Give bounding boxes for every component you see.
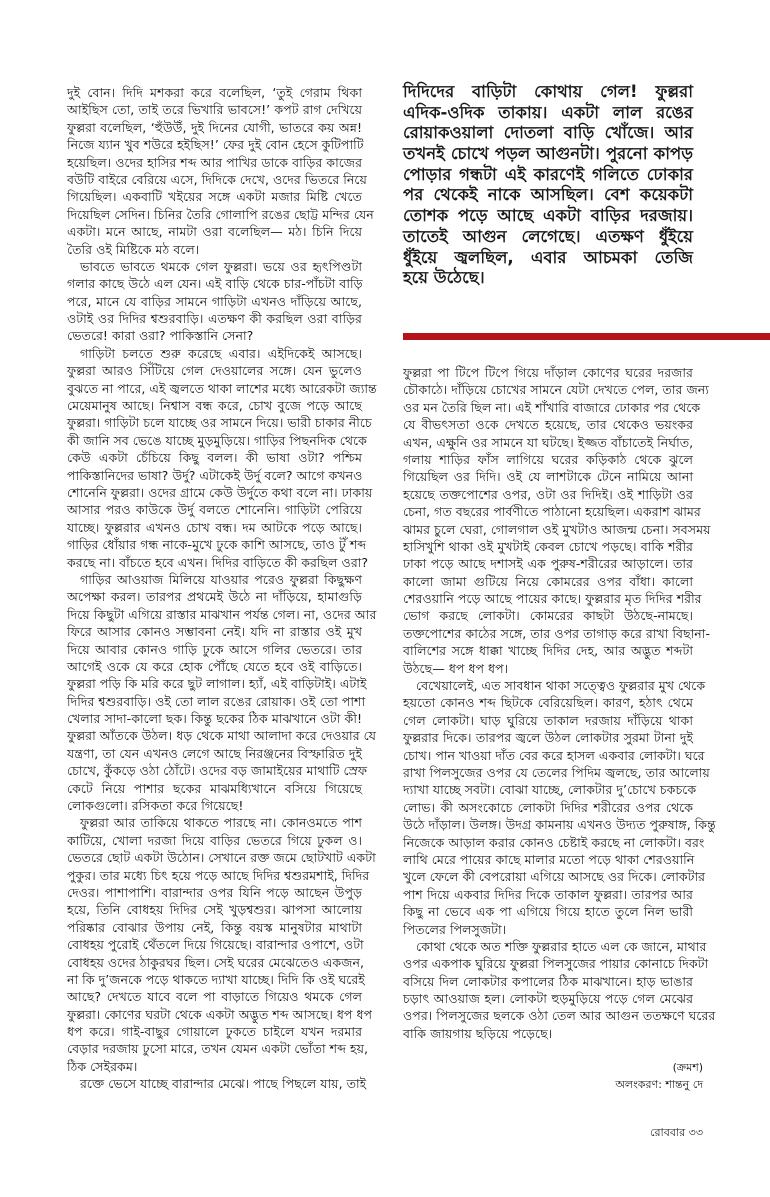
text-line: আগেই ওকে যে করে হোক পৌঁছে যেতে হবে ওই বাড়িতে। (67, 658, 362, 674)
text-line: পিতলের পিলসুজটা। (403, 921, 507, 937)
text-line: দিয়ে কিছুটা এগিয়ে রাস্তার মাঝখান পর্যন্ত গেল। না, ওদের আর (67, 606, 377, 622)
continued-marker: (ক্রমশ) (672, 1061, 703, 1074)
text-line: নিজে য্যান খুব শউরে হইছিস!’ ফের দুই বোন হেসে কুটিপাটি (67, 137, 364, 153)
text-line: আইছিস তো, তাই তরে ভিখারি ভাবসে!’ কপট রাগ দেখিয়ে (67, 102, 362, 118)
page-number: রোববার ৩৩ (650, 1126, 703, 1139)
text-line: রাখা পিলসুজের ওপর যে তেলের পিদিম জ্বলছে, তার আলোয় (403, 764, 710, 780)
text-line: বোধহয় পুরোই থেঁতলে দিয়ে গিয়েছে। বারান্দার ওপাশে, ওটা (67, 937, 364, 953)
text-line: গিয়েছিল ওর দিদি। ওই যে লাশটাকে টেনে নামিয়ে আনা (403, 469, 693, 485)
text-line: কোথা থেকে অত শক্তি ফুল্লরার হাতে এল কে জানে, মাথার (416, 938, 707, 954)
text-line: না কি দু’জনকে পড়ে থাকতে দ্যাখা যাচ্ছে। দিদি কি ওই ঘরেই (67, 971, 365, 987)
pull-quote (403, 82, 693, 289)
pull-quote-line: রোয়াকওয়ালা দোতলা বাড়ি খোঁজে। আর (403, 123, 693, 143)
pull-quote-line: তোশক পড়ে আছে একটা বাড়ির দরজায়। (403, 206, 693, 226)
text-line: পুকুর। তার মধ্যে চিৎ হয়ে পড়ে আছে দিদির শ্বশুরমশাই, দিদির (67, 867, 370, 883)
text-line: ভোগ করছে লোকটা। কোমরের কাছটা উঠছে-নামছে। (403, 608, 693, 624)
text-line: গলার কাছে উঠে এল যেন। এই বাড়ি থেকে চার-পাঁচটা বাড়ি (67, 276, 363, 292)
pull-quote-line: পর থেকেই নাকে আসছিল। বেশ কয়েকটা (403, 185, 693, 205)
paragraph (67, 814, 376, 1075)
text-line: ফুল্লরা পা টিপে টিপে গিয়ে দাঁড়াল কোণের ঘরের দরজার (403, 365, 693, 380)
text-line: পাকিস্তানিদের ভাষা? উর্দু? এটাকেই উর্দু বলে? আগে কখনও (67, 467, 363, 483)
text-line: যাচ্ছে। ফুল্লরার এখনও চোখ বন্ধ। দম আটকে পড়ে আছে। (67, 519, 362, 535)
paragraph (403, 364, 711, 677)
text-line: গেল লোকটা। ঘাড় ঘুরিয়ে তাকাল দরজায় দাঁড়িয়ে থাকা (403, 712, 693, 728)
text-line: যে বীভৎসতা ওকে দেখতে হয়েছে, তার থেকেও ভয়ংকর (403, 417, 693, 433)
text-line: ফুল্লরা আরও সিঁটিয়ে গেল দেওয়ালের সঙ্গে। যেন ভুলেও (67, 363, 362, 379)
paragraph (67, 1075, 367, 1092)
text-line: যন্ত্রণা, তা যেন এখনও লেগে আছে নিরঞ্জনের বিস্ফারিত দুই (67, 745, 362, 761)
text-line: ফুল্লরা পড়ি কি মরি করে ছুট লাগাল। হ্যাঁ, এই বাড়িটাই। এটাই (67, 676, 367, 692)
paragraph (403, 938, 716, 1042)
text-line: চোখে, কুঁকড়ে ওঠা ঠোঁটে। ওদের বড় জামাইয়ের মাথাটি স্রেফ (67, 763, 368, 779)
text-line: নিজেকে আড়াল করার কোনও চেষ্টাই করছে না লোকটা। বরং (403, 834, 705, 850)
text-line: গিয়েছিল। একবাটি খইয়ের সঙ্গে একটা মজার মিষ্টি খেতে (67, 189, 362, 205)
text-line: চৌকাঠে। দাঁড়িয়ে চোখের সামনে যেটা দেখতে পেল, তার জন্য (403, 382, 709, 398)
text-line: গাড়ির আওয়াজ মিলিয়ে যাওয়ার পরেও ফুল্লরা কিছুক্ষণ (80, 571, 362, 587)
text-line: ঝামর চুলে ঘেরা, গোলগাল ওই মুখটাও আজন্ম চেনা। সবসময় (403, 521, 711, 537)
text-line: চেনা, গত বছরের পার্বণীতে পাঠানো হয়েছিল। একরাশ ঝামর (403, 504, 701, 520)
text-line: পরিষ্কার বোঝার উপায় নেই, কিন্তু বয়স্ক মানুষটার মাথাটা (67, 919, 362, 935)
text-line: মেয়েমানুষ আছে। নিশ্বাস বন্ধ করে, চোখ বুজে পড়ে আছে (67, 398, 362, 414)
text-line: দ্যাখা যাচ্ছে সবটা। বোঝা যাচ্ছে, লোকটার দু’চোখে চকচকে (403, 782, 697, 798)
paragraph (67, 571, 377, 814)
text-line: শেরওয়ানি পড়ে আছে পায়ের কাছে। ফুল্লরার মৃত দিদির শরীর (403, 591, 702, 607)
text-line: বালিশের সঙ্গে ধাক্কা খাচ্ছে দিদির দেহ, আর অদ্ভুত শব্দটা (403, 643, 693, 659)
text-line: একটা। মনে আছে, নামটা ওরা বলেছিল— মঠ। চিনি দিয়ে (67, 224, 362, 240)
text-line: হাসিখুশি থাকা ওই মুখটাই কেবল চোখে পড়ছে। বাকি শরীর (403, 538, 693, 554)
text-line: দেওর। পাশাপাশি। বারান্দার ওপর যিনি পড়ে আছেন উপুড় (67, 884, 362, 900)
text-line: কাটিয়ে, খোলা দরজা দিয়ে বাড়ির ভেতরে গিয়ে ঢুকল ও। (67, 832, 362, 848)
text-line: পাশ দিয়ে একবার দিদির দিকে তাকাল ফুল্লরা। তারপর আর (403, 886, 693, 902)
text-line: গলায় শাড়ির ফাঁস লাগিয়ে ঘরের কড়িকাঠ থেকে ঝুলে (403, 451, 693, 467)
pull-quote-line: দিদিদের বাড়িটা কোথায় গেল! ফুল্লরা (403, 82, 693, 101)
pull-quote-line: এদিক-ওদিক তাকায়। একটা লাল রঙের (403, 102, 693, 122)
text-line: উঠে দাঁড়াল। উলঙ্গ। উদগ্র কামনায় এখনও উদ্যত পুরুষাঙ্গ, কিন্তু (403, 817, 716, 833)
text-line: লোকগুলো। রসিকতা করে গিয়েছে! (67, 798, 244, 814)
text-line: ফুল্লরা বলেছিল, ‘হুঁউউঁ, দুই দিনের যোগী, ভাতরে কয় অন্ন! (67, 119, 362, 135)
text-line: হয়ে, তিনি বোধহয় দিদির সেই খুড়শ্বশুর। ঝাপসা আলোয় (67, 902, 362, 918)
text-line: কেটে নিয়ে পাশার ছকের মাঝমধ্যিখানে বসিয়ে গিয়েছে (67, 780, 362, 796)
text-line: এখন, এক্ষুনি ওর সামনে যা ঘটছে। ইজ্জত বাঁচাতেই নির্ঘাত, (403, 434, 694, 450)
text-line: চড়াৎ আওয়াজ হল। লোকটা হুড়মুড়িয়ে পড়ে গেল মেঝের (403, 991, 693, 1007)
text-line: তৈরি ওই মিষ্টিকে মঠ বলে। (67, 241, 200, 257)
paragraph (67, 345, 377, 571)
text-line: দিয়েছিল সেদিন। চিনির তৈরি গোলাপি রঙের ছোট্ট মন্দির যেন (67, 206, 374, 222)
text-line: বউটি বাইরে বেরিয়ে এসে, দিদিকে দেখে, ওদের ভিতরে নিয়ে (67, 171, 367, 187)
text-line: শোনেনি ফুল্লরা। ওদের গ্রামে কেউ উর্দুতে কথা বলে না। ঢাকায় (67, 484, 373, 500)
pull-quote-line: ধুঁইয়ে জ্বলছিল, এবার আচমকা তেজি (403, 247, 693, 267)
text-line: করছে না। বাঁচতে হবে এখন। দিদির বাড়িতে কী করছিল ওরা? (67, 554, 369, 570)
text-line: ভাবতে ভাবতে থমকে গেল ফুল্লরা। ভয়ে ওর হৃৎপিণ্ডটা (80, 258, 362, 274)
text-line: লোভ। কী অসংকোচে লোকটা দিদির শরীরের ওপর থেকে (403, 799, 693, 815)
text-line: খেলার সাদা-কালো ছক। কিন্তু ছকের ঠিক মাঝখানে ওটা কী! (67, 711, 362, 727)
text-line: বোধহয় ওদের ঠাকুরঘর ছিল। সেই ঘরের মেঝেতেও একজন, (67, 954, 365, 970)
text-line: ভেতরে! কারা ওরা? পাকিস্তানি সেনা? (67, 328, 254, 344)
text-line: হয়েছিল। ওদের হাসির শব্দ আর পাখির ডাকে বাড়ির কাজের (67, 154, 362, 170)
text-line: অপেক্ষা করল। তারপর প্রথমেই উঠে না দাঁড়িয়ে, হামাগুড়ি (67, 589, 362, 605)
paragraph (67, 258, 362, 345)
text-line: কালো জামা গুটিয়ে নিয়ে কোমরের ওপর বাঁধা। কালো (403, 573, 693, 589)
text-line: দিয়ে আবার কোনও গাড়ি ঢুকে আসে গলির ভেতরে। তার (67, 641, 362, 657)
text-line: ফুল্লরার দিকে। তারপর জ্বলে উঠল লোকটার সুরমা টানা দুই (403, 730, 693, 746)
text-line: লাথি মেরে পায়ের কাছে মালার মতো পড়ে থাকা শেরওয়ানি (403, 851, 695, 867)
pull-quote-line: পোড়ার গন্ধটা এই কারণেই গলিতে ঢোকার (403, 164, 693, 184)
text-line: হয়েছে তক্তপোশের ওপর, ওটা ওর দিদিই। ওই শাড়িটা ওর (403, 486, 693, 502)
story-column-right (403, 364, 716, 1042)
text-line: খুলে ফেলে কী বেপরোয়া এগিয়ে আসছে ওর দিকে। লোকটার (403, 869, 706, 885)
text-line: উঠছে— ধপ ধপ ধপ। (403, 660, 509, 676)
text-line: ঠিক সেইরকম। (67, 1058, 138, 1074)
text-line: কিছু না ভেবে এক পা এগিয়ে গিয়ে হাতে তুলে নিল ভারী (403, 904, 693, 920)
text-line: ওপর। পিলসুজের ছলকে ওঠা তেল আর আগুন ততক্ষণে ঘরের (403, 1008, 716, 1024)
text-line: বেখেয়ালেই, এত সাবধান থাকা সত্ত্বেও ফুল্লরার মুখ থেকে (416, 678, 706, 694)
text-line: কী জানি সব ভেঙে যাচ্ছে মুড়মুড়িয়ে। গাড়ির পিছনদিক থেকে (67, 432, 367, 448)
text-line: হয়তো কোনও শব্দ ছিটকে বেরিয়েছিল। কারণ, হঠাৎ থেমে (403, 695, 693, 711)
text-line: ফুল্লরা। গাড়িটা চলে যাচ্ছে ওর সামনে দিয়ে। ভারী চাকার নীচে (67, 415, 372, 431)
pull-quote-line: তাতেই আগুন লেগেছে। এতক্ষণ ধুঁইয়ে (403, 226, 693, 246)
pull-quote-line: হয়ে উঠেছে। (403, 268, 485, 288)
text-line: বেড়ার দরজায় ঢুসো মারে, তখন যেমন একটা ভোঁতা শব্দ হয়, (67, 1041, 368, 1057)
text-line: ওটাই ওর দিদির শ্বশুরবাড়ি। এতক্ষণ কী করছিল ওরা বাড়ির (67, 311, 362, 327)
text-line: পরে, মানে যে বাড়ির সামনে গাড়িটা এখনও দাঁড়িয়ে আছে, (67, 293, 362, 309)
text-line: গাড়িটা চলতে শুরু করেছে এবার। এইদিকেই আসছে। (80, 345, 362, 361)
text-line: দিদির শ্বশুরবাড়ি। ওই তো লাল রঙের রোয়াক। ওই তো পাশা (67, 693, 366, 709)
paragraph (67, 84, 374, 258)
text-line: ওর মন তৈরি ছিল না। এই শাঁখারি বাজারে ঢোকার পর থেকে (403, 399, 701, 415)
text-line: গাড়ির ধোঁয়ার গন্ধ নাকে-মুখে ঢুকে কাশি আসছে, তাও টুঁ শব্দ (67, 537, 367, 553)
text-line: ফিরে আসার কোনও সম্ভাবনা নেই। যদি না রাস্তার ওই মুখ (67, 624, 362, 640)
text-line: ফুল্লরা। কোণের ঘরটা থেকে একটা অদ্ভুত শব্দ আসছে। ধপ ধপ (67, 1006, 373, 1022)
story-column-left (67, 84, 377, 1093)
text-line: বাকি জায়গায় ছড়িয়ে পড়েছে। (403, 1025, 553, 1041)
text-line: ঢাকা পড়ে আছে দশাসই এক পুরুষ-শরীরের আড়ালে। তার (403, 556, 693, 572)
text-line: ফুল্লরা আর তাকিয়ে থাকতে পারছে না। কোনওমতে পাশ (80, 815, 362, 831)
text-line: আসার পরও কাউকে উর্দু বলতে শোনেনি। গাড়িটা পেরিয়ে (67, 502, 362, 518)
text-line: বসিয়ে দিল লোকটার কপালের ঠিক মাঝখানে। হাড় ভাঙার (403, 973, 693, 989)
text-line: দুই বোন। দিদি মশকরা করে বলেছিল, ‘তুই গেরাম থিকা (67, 85, 362, 100)
text-line: বুঝতে না পারে, এই জ্বলতে থাকা লাশের মধ্যে আরেকটা জ্যান্ত (67, 380, 377, 396)
text-line: রক্তে ভেসে যাচ্ছে বারান্দার মেঝে। পাছে পিছলে যায়, তাই (80, 1076, 367, 1092)
red-divider-rule (403, 333, 770, 340)
pull-quote-line: তখনই চোখে পড়ল আগুনটা। পুরনো কাপড় (403, 144, 693, 164)
text-line: ধপ করে। গাই-বাছুর গোয়ালে ঢুকতে চাইলে যখন দরমার (67, 1024, 362, 1040)
paragraph (403, 677, 716, 938)
text-line: চোখ। পান খাওয়া দাঁত বের করে হাসল একবার লোকটা। ঘরে (403, 747, 705, 763)
illustration-credit: অলংকরণ: শান্তনু দে (615, 1078, 703, 1091)
text-line: ভেতরে ছোট একটা উঠোন। সেখানে রক্ত জমে ছোটখাট একটা (67, 850, 376, 866)
text-line: কেউ একটা চেঁচিয়ে কিছু বলল। কী ভাষা ওটা? পশ্চিম (67, 450, 362, 466)
text-line: ফুল্লরা আঁতকে উঠল। ধড় থেকে মাথা আলাদা করে দেওয়ার যে (67, 728, 376, 744)
text-line: তক্তপোশের কাঠের সঙ্গে, তার ওপর তাগাড় করে রাখা বিছানা- (403, 625, 711, 641)
text-line: ওপর একপাক ঘুরিয়ে ফুল্লরা পিলসুজের পায়ার কোনাচে দিকটা (403, 956, 709, 972)
text-line: আছে? দেখতে যাবে বলে পা বাড়াতে গিয়েও থমকে গেল (67, 989, 362, 1005)
